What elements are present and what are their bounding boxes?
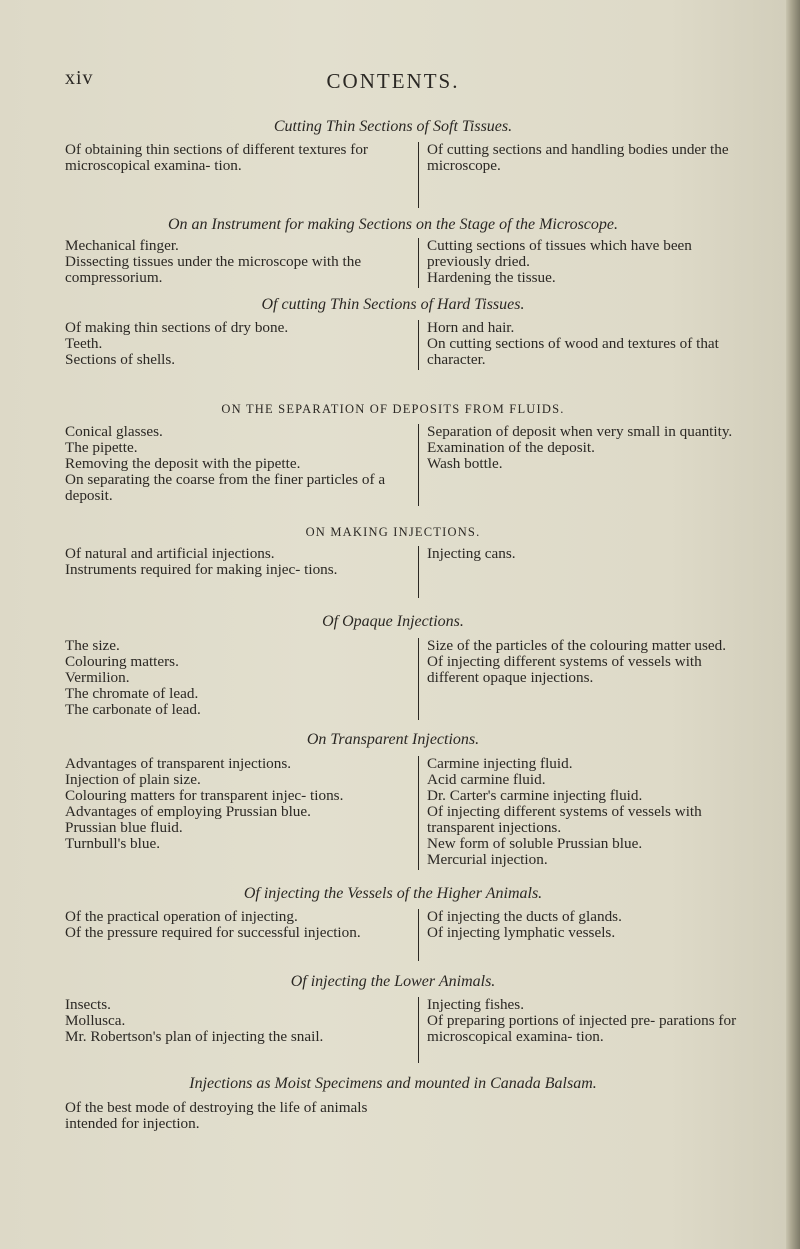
contents-entry: New form of soluble Prussian blue. xyxy=(427,835,643,852)
contents-entry: The carbonate of lead. xyxy=(65,701,201,718)
contents-entry: Of cutting sections and handling bodies under the microscope. xyxy=(427,141,729,174)
contents-entry: Injecting cans. xyxy=(427,545,516,562)
contents-entry: The pipette. xyxy=(65,439,138,456)
contents-entry: The chromate of lead. xyxy=(65,685,199,702)
contents-entry: Of injecting lymphatic vessels. xyxy=(427,924,616,941)
left-column xyxy=(65,238,411,286)
contents-entry: Cutting sections of tissues which have been previously dried. xyxy=(427,237,692,270)
contents-entry: Injection of plain size. xyxy=(65,771,201,788)
contents-entry: Sections of shells. xyxy=(65,351,176,368)
contents-entry: Advantages of transparent injections. xyxy=(65,755,292,772)
contents-entry: Of natural and artificial injections. xyxy=(65,545,275,562)
left-column xyxy=(65,756,411,852)
contents-entry: Mr. Robertson's plan of injecting the snail. xyxy=(65,1028,324,1045)
contents-entry: Colouring matters for transparent injec- tions. xyxy=(65,787,344,804)
contents-entry: Mechanical finger. xyxy=(65,237,179,254)
left-column xyxy=(65,320,411,368)
right-column xyxy=(418,909,743,961)
contents-entry: Injecting fishes. xyxy=(427,996,525,1013)
left-column xyxy=(65,909,411,941)
page-edge xyxy=(786,0,800,1249)
right-column xyxy=(418,997,743,1063)
contents-entry: Conical glasses. xyxy=(65,423,163,440)
left-column xyxy=(65,1100,411,1132)
contents-entry: Insects. xyxy=(65,996,111,1013)
contents-entry: Turnbull's blue. xyxy=(65,835,161,852)
right-column xyxy=(418,546,743,598)
right-column xyxy=(418,142,743,208)
section-heading: Of injecting the Lower Animals. xyxy=(290,973,496,990)
left-column xyxy=(65,546,411,578)
contents-entry: Prussian blue fluid. xyxy=(65,819,183,836)
right-column xyxy=(418,320,743,370)
contents-entry: Colouring matters. xyxy=(65,653,179,670)
contents-entry: Mercurial injection. xyxy=(427,851,548,868)
contents-entry: Of the best mode of destroying the life of animals intended for injection. xyxy=(65,1099,368,1132)
contents-entry: Vermilion. xyxy=(65,669,130,686)
contents-entry: Separation of deposit when very small in quantity. xyxy=(427,423,733,440)
left-column xyxy=(65,997,411,1045)
contents-entry: Hardening the tissue. xyxy=(427,269,556,286)
page-header xyxy=(0,67,786,97)
contents-entry: Of injecting different systems of vessels with different opaque injections. xyxy=(427,653,702,686)
section-heading: On an Instrument for making Sections on the Stage of the Microscope. xyxy=(168,216,618,233)
left-column xyxy=(65,142,411,174)
right-column xyxy=(418,638,743,720)
contents-entry: Of the pressure required for successful injection. xyxy=(65,924,361,941)
contents-entry: On separating the coarse from the finer particles of a deposit. xyxy=(65,471,386,504)
contents-entry: Of making thin sections of dry bone. xyxy=(65,319,289,336)
contents-entry: Instruments required for making injec- tions. xyxy=(65,561,338,578)
left-column xyxy=(65,424,411,504)
contents-entry: Removing the deposit with the pipette. xyxy=(65,455,301,472)
contents-entry: Of preparing portions of injected pre- parations for microscopical examina- tion. xyxy=(427,1012,737,1045)
section-heading: Cutting Thin Sections of Soft Tissues. xyxy=(273,118,513,135)
section-heading: Injections as Moist Specimens and mounted in Canada Balsam. xyxy=(189,1075,597,1092)
section-heading: Of injecting the Vessels of the Higher Animals. xyxy=(243,885,543,902)
contents-entry: Acid carmine fluid. xyxy=(427,771,546,788)
section-heading: Of Opaque Injections. xyxy=(322,613,464,630)
contents-entry: Advantages of employing Prussian blue. xyxy=(65,803,311,820)
contents-entry: Mollusca. xyxy=(65,1012,126,1029)
contents-entry: The size. xyxy=(65,637,120,654)
section-heading: On Transparent Injections. xyxy=(306,731,480,748)
left-column xyxy=(65,638,411,718)
right-column xyxy=(418,756,743,870)
contents-entry: Examination of the deposit. xyxy=(427,439,595,456)
page-number: xiv xyxy=(65,67,94,89)
section-heading: ON THE SEPARATION OF DEPOSITS FROM FLUIDS. xyxy=(221,402,565,416)
right-column xyxy=(418,238,743,288)
contents-entry: Of obtaining thin sections of different textures for microscopical examina- tion. xyxy=(65,141,368,174)
section-heading: Of cutting Thin Sections of Hard Tissues. xyxy=(261,296,525,313)
running-title: CONTENTS. xyxy=(326,69,460,93)
contents-entry: Size of the particles of the colouring matter used. xyxy=(427,637,727,654)
contents-entry: Teeth. xyxy=(65,335,103,352)
contents-entry: Of injecting the ducts of glands. xyxy=(427,908,622,925)
section-heading: ON MAKING INJECTIONS. xyxy=(305,525,481,539)
contents-entry: Of injecting different systems of vessels with transparent injections. xyxy=(427,803,702,836)
contents-entry: Carmine injecting fluid. xyxy=(427,755,573,772)
contents-entry: Wash bottle. xyxy=(427,455,503,472)
contents-entry: Horn and hair. xyxy=(427,319,515,336)
contents-entry: On cutting sections of wood and textures of that character. xyxy=(427,335,719,368)
contents-entry: Dr. Carter's carmine injecting fluid. xyxy=(427,787,643,804)
right-column xyxy=(418,424,743,506)
contents-entry: Of the practical operation of injecting. xyxy=(65,908,298,925)
contents-entry: Dissecting tissues under the microscope with the compressorium. xyxy=(65,253,362,286)
